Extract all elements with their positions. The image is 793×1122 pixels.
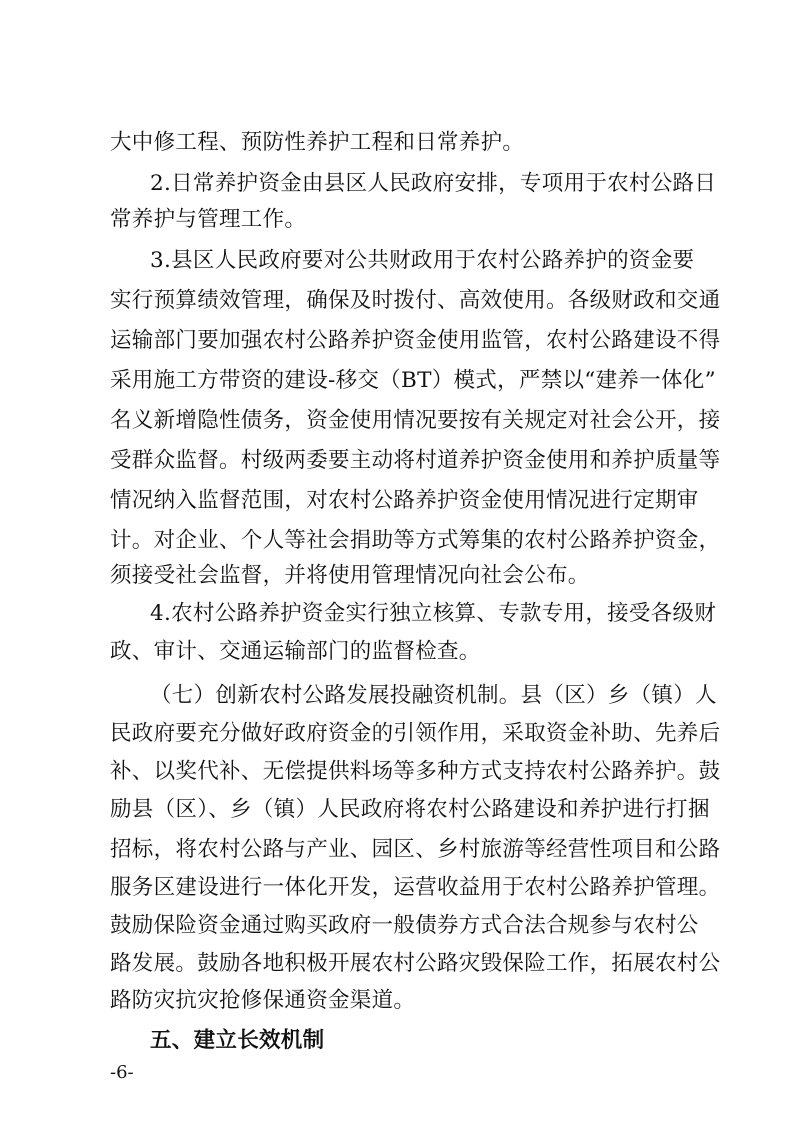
- paragraph-line: 招标，将农村公路与产业、园区、乡村旅游等经营性项目和公路: [110, 837, 721, 862]
- paragraph-line: 3.县区人民政府要对公共财政用于农村公路养护的资金要: [150, 248, 695, 273]
- paragraph-line: 政、审计、交通运输部门的监督检查。: [110, 639, 481, 664]
- paragraph-line: 常养护与管理工作。: [110, 207, 307, 232]
- paragraph-line: 4.农村公路养护资金实行独立核算、专款专用，接受各级财: [150, 601, 717, 626]
- page-number: -6-: [110, 1062, 134, 1083]
- paragraph-line: 民政府要充分做好政府资金的引领作用，采取资金补助、先养后: [110, 721, 721, 746]
- paragraph-line: 路发展。鼓励各地积极开展农村公路灾毁保险工作，拓展农村公: [110, 951, 721, 976]
- paragraph-line: 大中修工程、预防性养护工程和日常养护。: [110, 130, 525, 155]
- paragraph-line: 鼓励保险资金通过购买政府一般债券方式合法合规参与农村公: [110, 913, 699, 938]
- paragraph-line: 采用施工方带资的建设-移交（BT）模式，严禁以“建养一体化”: [110, 368, 716, 393]
- paragraph-line: 服务区建设进行一体化开发，运营收益用于农村公路养护管理。: [110, 875, 721, 900]
- paragraph-line: 运输部门要加强农村公路养护资金使用监管，农村公路建设不得: [110, 328, 721, 353]
- paragraph-line: （七）创新农村公路发展投融资机制。县（区）乡（镇）人: [150, 683, 717, 708]
- paragraph-line: 受群众监督。村级两委要主动将村道养护资金使用和养护质量等: [110, 448, 721, 473]
- paragraph-line: 补、以奖代补、无偿提供料场等多种方式支持农村公路养护。鼓: [110, 759, 721, 784]
- paragraph-line: 计。对企业、个人等社会捐助等方式筹集的农村公路养护资金，: [110, 528, 721, 553]
- section-heading: 五、建立长效机制: [150, 1028, 325, 1053]
- paragraph-line: 名义新增隐性债务，资金使用情况要按有关规定对社会公开，接: [110, 408, 721, 433]
- paragraph-line: 路防灾抗灾抢修保通资金渠道。: [110, 988, 416, 1013]
- paragraph-line: 励县（区）、乡（镇）人民政府将农村公路建设和养护进行打捆: [110, 797, 710, 822]
- paragraph-line: 2.日常养护资金由县区人民政府安排，专项用于农村公路日: [150, 171, 717, 196]
- paragraph-line: 情况纳入监督范围，对农村公路养护资金使用情况进行定期审: [110, 488, 699, 513]
- paragraph-line: 须接受社会监督，并将使用管理情况向社会公布。: [110, 563, 590, 588]
- paragraph-line: 实行预算绩效管理，确保及时拨付、高效使用。各级财政和交通: [110, 288, 721, 313]
